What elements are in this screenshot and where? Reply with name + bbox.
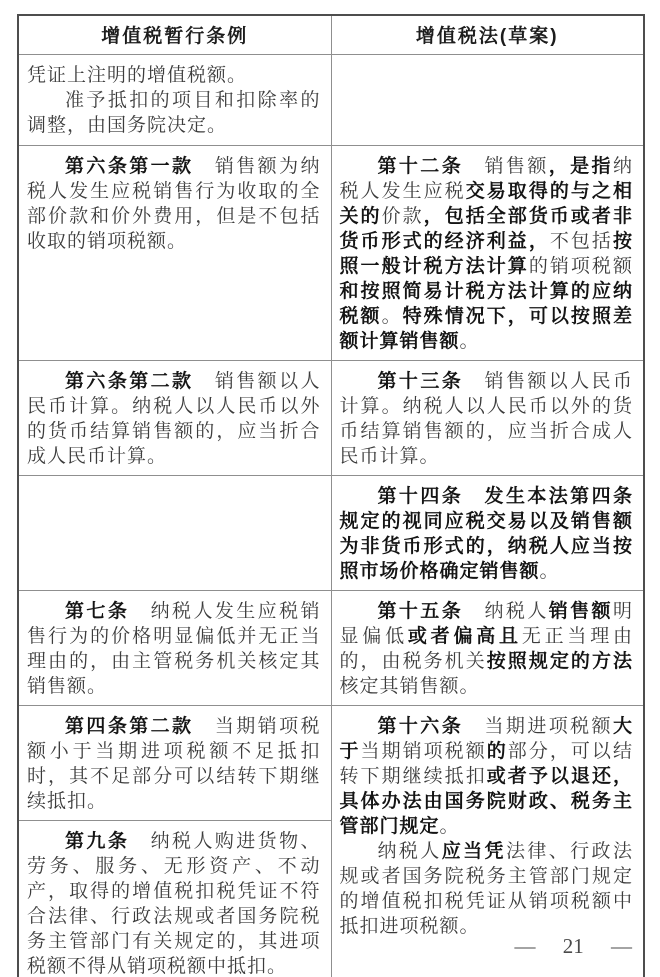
emphasized-text: 或者予以退还，具体办法由国务院财政、税务主管部门规定: [339, 765, 633, 837]
emphasized-text: 第十三条: [377, 370, 464, 392]
paragraph: [340, 369, 634, 469]
row-deemed-taxable-transaction: [18, 475, 644, 590]
table-cell-left: [18, 820, 331, 977]
emphasized-text: 第六条第一款: [65, 155, 194, 177]
emphasized-text: 大于: [339, 715, 633, 762]
body-text: 法律、行政法规或者国务院税务主管部门规定的增值税扣税凭证从销项税额中抵扣进项税额。: [339, 840, 633, 937]
table-cell-left: [18, 54, 331, 145]
table-cell-left: [18, 145, 331, 360]
table-cell-left: [18, 360, 331, 475]
table-cell-left: [18, 475, 331, 590]
emphasized-text: ，是指: [548, 155, 613, 177]
body-text: 纳税人: [377, 840, 442, 862]
paragraph: [27, 88, 321, 138]
body-text: 销售额: [463, 155, 549, 177]
paragraph: [340, 714, 634, 839]
body-text: 纳税人发生应税销售行为的价格明显偏低并无正当理由的，由主管税务机关核定其销售额。: [27, 600, 321, 697]
body-text: 的销项税额: [528, 255, 633, 277]
paragraph: [340, 154, 634, 354]
table-cell-right: [331, 54, 644, 145]
body-text: 部分，可以结转下期继续抵扣: [339, 740, 633, 787]
body-text: 销售额以人民币计算。纳税人以人民币以外的货币结算销售额的，应当折合成人民币计算。: [27, 370, 321, 467]
body-text: 当期销项税额小于当期进项税额不足抵扣时，其不足部分可以结转下期继续抵扣。: [27, 715, 321, 812]
body-text: 价款: [381, 205, 424, 227]
body-text: 纳税人购进货物、劳务、服务、无形资产、不动产，取得的增值税扣税凭证不符合法律、行政法规或者国务院税务主管部门有关规定的，其进项税额不得从销项税额中抵扣。: [27, 830, 321, 977]
body-text: 无正当理由的，由税务机关: [339, 625, 633, 672]
emphasized-text: 的: [486, 740, 508, 762]
paragraph: [27, 829, 321, 977]
emphasized-text: 第九条: [65, 830, 130, 852]
comparison-table: [17, 14, 645, 977]
emphasized-text: 销售额: [548, 600, 613, 622]
emphasized-text: 特殊情况下，可以按照差额计算销售额: [339, 305, 633, 352]
emphasized-text: ，包括全部货币或者非货币形式的经济利益，: [339, 205, 633, 252]
table-cell-left: [18, 705, 331, 820]
body-text: 准予抵扣的项目和扣除率的调整，由国务院决定。: [27, 89, 321, 136]
emphasized-text: 第十四条 发生本法第四条规定的视同应税交易以及销售额为非货币形式的，纳税人应当按照市场价格确定销售额: [339, 485, 633, 582]
body-text: 核定其销售额。: [339, 675, 480, 697]
paragraph: [27, 714, 321, 814]
paragraph: [340, 599, 634, 699]
page-number: — 21 —: [514, 934, 632, 958]
table-cell-right: [331, 360, 644, 475]
emphasized-text: 按照规定的方法: [486, 650, 633, 672]
paragraph: [27, 154, 321, 254]
emphasized-text: 交易取得的与之相关的: [339, 180, 633, 227]
paragraph: [27, 369, 321, 469]
body-text: 当期销项税额: [360, 740, 487, 762]
paragraph: [340, 839, 634, 939]
emphasized-text: 按照一般计税方法计算: [339, 230, 633, 277]
emphasized-text: 第十六条: [377, 715, 464, 737]
emphasized-text: 第七条: [65, 600, 130, 622]
body-text: 明显偏低: [339, 600, 633, 647]
emphasized-text: 或者偏高且: [407, 625, 522, 647]
emphasized-text: 第六条第二款: [65, 370, 194, 392]
body-text: 。: [381, 305, 403, 327]
body-text: 。: [459, 330, 480, 352]
table-cell-left: [18, 590, 331, 705]
row-sales-amount-definition: [18, 145, 644, 360]
header-cell-interim-regulations: 增值税暂行条例: [18, 15, 331, 54]
emphasized-text: 第四条第二款: [65, 715, 194, 737]
body-text: 不包括: [549, 230, 613, 252]
paragraph: [27, 599, 321, 699]
emphasized-text: 和按照简易计税方法计算的应纳税额: [339, 280, 633, 327]
table-cell-right: [331, 590, 644, 705]
body-text: 当期进项税额: [463, 715, 613, 737]
header-cell-draft-law: 增值税法(草案): [331, 15, 644, 54]
body-text: 。: [439, 815, 460, 837]
row-carryover-deduction-adjustment: [18, 54, 644, 145]
body-text: 销售额以人民币计算。纳税人以人民币以外的货币结算销售额的，应当折合成人民币计算。: [339, 370, 633, 467]
body-text: 销售额为纳税人发生应税销售行为收取的全部价款和价外费用，但是不包括收取的销项税额。: [27, 155, 321, 252]
body-text: 凭证上注明的增值税额。: [27, 64, 248, 86]
emphasized-text: 第十二条: [377, 155, 464, 177]
header-row: [18, 15, 644, 54]
paragraph: [340, 484, 634, 584]
comparison-table-body: [18, 54, 644, 977]
row-price-obviously-low: [18, 590, 644, 705]
comparison-table-header: [18, 15, 644, 54]
row-rmb-calculation: [18, 360, 644, 475]
emphasized-text: 应当凭: [441, 840, 506, 862]
body-text: 纳税人: [463, 600, 549, 622]
body-text: 。: [539, 560, 560, 582]
emphasized-text: 第十五条: [377, 600, 464, 622]
table-cell-right: [331, 145, 644, 360]
body-text: 纳税人发生应税: [339, 155, 633, 202]
row-excess-input-tax-carryforward: [18, 705, 644, 820]
table-cell-right: [331, 475, 644, 590]
paragraph: [27, 63, 321, 88]
